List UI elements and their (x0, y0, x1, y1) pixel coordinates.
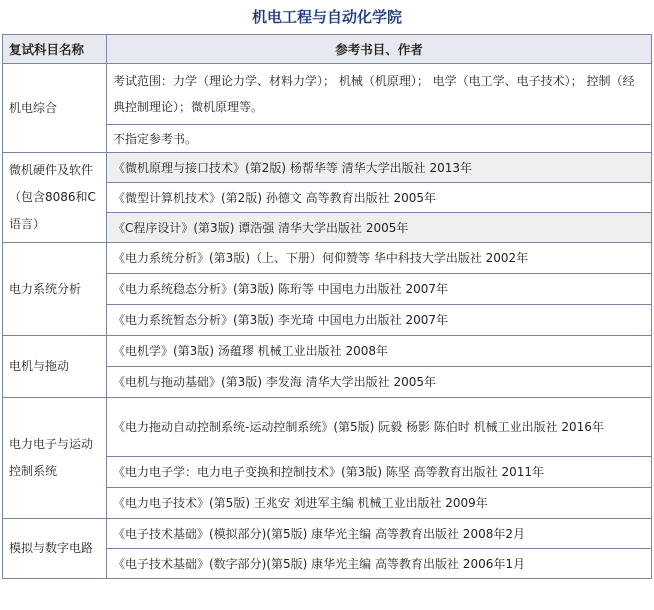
header-subject: 复试科目名称 (3, 35, 107, 64)
reference-cell: 《电力系统暂态分析》(第3版) 李光琦 中国电力出版社 2007年 (107, 305, 652, 336)
table-row (3, 64, 652, 125)
reference-cell: 《电力系统分析》(第3版)（上、下册）何仰赞等 华中科技大学出版社 2002年 (107, 243, 652, 274)
table-row (3, 519, 652, 549)
reference-cell: 《电子技术基础》(数字部分)(第5版) 康华光主编 高等教育出版社 2006年1月 (107, 549, 652, 579)
subject-cell: 电机与拖动 (3, 336, 107, 398)
reference-cell: 《电力拖动自动控制系统-运动控制系统》(第5版) 阮毅 杨影 陈伯时 机械工业出版社 2016年 (107, 398, 652, 457)
subject-cell: 微机硬件及软件（包含8086和C语言） (3, 153, 107, 243)
page-title: 机电工程与自动化学院 (251, 8, 402, 26)
reference-cell: 《微机原理与接口技术》(第2版) 杨帮华等 清华大学出版社 2013年 (107, 153, 652, 183)
reference-cell: 《微型计算机技术》(第2版) 孙德文 高等教育出版社 2005年 (107, 183, 652, 213)
reference-table (2, 34, 652, 579)
table-row (3, 398, 652, 457)
subject-cell: 机电综合 (3, 64, 107, 153)
subject-cell: 模拟与数字电路 (3, 519, 107, 579)
reference-cell: 考试范围：力学（理论力学、材料力学）； 机械（机原理）； 电学（电工学、电子技术）； 控制（经典控制理论）；微机原理等。 (107, 64, 652, 125)
reference-cell: 《电力电子技术》(第5版) 王兆安 刘进军主编 机械工业出版社 2009年 (107, 488, 652, 519)
subject-cell: 电力系统分析 (3, 243, 107, 336)
table-row (3, 153, 652, 183)
reference-cell: 《电力系统稳态分析》(第3版) 陈珩等 中国电力出版社 2007年 (107, 274, 652, 305)
reference-cell: 不指定参考书。 (107, 125, 652, 153)
header-references: 参考书目、作者 (107, 35, 652, 64)
reference-cell: 《C程序设计》(第3版) 谭浩强 清华大学出版社 2005年 (107, 213, 652, 243)
table-row (3, 336, 652, 367)
reference-cell: 《电力电子学：电力电子变换和控制技术》(第3版) 陈坚 高等教育出版社 2011年 (107, 457, 652, 488)
subject-cell: 电力电子与运动控制系统 (3, 398, 107, 519)
reference-cell: 《电机学》(第3版) 汤蕴璆 机械工业出版社 2008年 (107, 336, 652, 367)
reference-cell: 《电子技术基础》(模拟部分)(第5版) 康华光主编 高等教育出版社 2008年2月 (107, 519, 652, 549)
table-header-row (3, 35, 652, 64)
table-row (3, 243, 652, 274)
reference-cell: 《电机与拖动基础》(第3版) 李发海 清华大学出版社 2005年 (107, 367, 652, 398)
